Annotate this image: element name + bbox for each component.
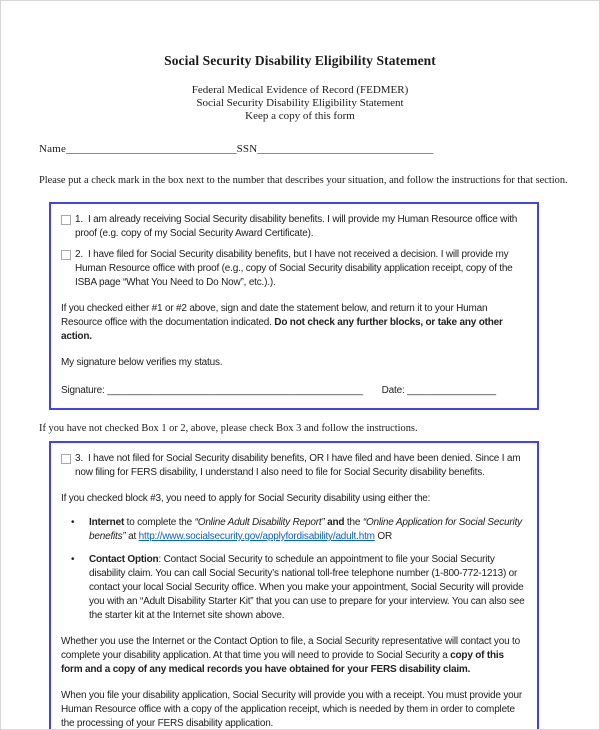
sign-and-date-paragraph <box>61 302 525 344</box>
sign-paragraph-bold: Do not check any further blocks, or take any other action. <box>61 317 503 342</box>
item-1-number: 1. <box>75 214 83 225</box>
receipt-paragraph: When you file your disability application, Social Security will provide you with a receipt. You must provide your Human Resource office with a copy of the application receipt, which is needed by them in order to complete the processing of your FERS disability application. <box>61 690 522 729</box>
checkbox-item-3 <box>61 452 525 480</box>
bullet-icon: • <box>71 517 75 528</box>
contact-option-text: : Contact Social Security to schedule an appointment to file your Social Security disability claim. You can call Social Security’s national toll-free telephone number (1-800-772-1213) or contact your local Social Security office. When you make your appointment, Social Security will provide you with an “Adult Disability Starter Kit” that you can use to prepare for your interview. You can also see the starter kit at the Internet site shown above. <box>89 554 525 621</box>
checkbox-3[interactable] <box>61 454 71 464</box>
name-label: Name <box>39 143 67 155</box>
checkbox-item-2 <box>61 248 525 290</box>
internet-option-text-3: at <box>125 531 139 542</box>
internet-option-and-bold: and <box>327 517 345 528</box>
contact-option-bold: Contact Option <box>89 554 159 565</box>
checkbox-item-3-text <box>75 452 525 480</box>
box3-instruction-note: If you have not checked Box 1 or 2, above, please check Box 3 and follow the instructions. <box>39 423 418 434</box>
whether-paragraph-bold: copy of this form and a copy of any medical records you have obtained for your FERS disability claim. <box>61 650 504 675</box>
internet-option-item <box>61 516 525 544</box>
internet-option-italic-1: “Online Adult Disability Report” <box>194 517 325 528</box>
sign-paragraph-regular: If you checked either #1 or #2 above, sign and date the statement below, and return it to your Human Resource office with the documentation indicated. <box>61 303 488 328</box>
section-box-1 <box>49 202 539 410</box>
whether-paragraph <box>61 635 525 677</box>
ssn-blank-line: ________________________________ <box>257 143 434 155</box>
apply-disability-link[interactable]: http://www.socialsecurity.gov/applyfordisability/adult.htm <box>138 531 375 542</box>
section-box-3 <box>49 441 539 730</box>
item-2-number: 2. <box>75 249 83 260</box>
name-blank-line: _______________________________ <box>66 143 237 155</box>
internet-option-or: OR <box>374 531 392 542</box>
whether-paragraph-regular: Whether you use the Internet or the Contact Option to file, a Social Security representative will contact you to complete your disability application. At that time you will need to provide to Social Security a <box>61 636 520 661</box>
internet-option-text: to complete the <box>124 517 195 528</box>
contact-option-item <box>61 553 525 623</box>
signature-label: Signature: <box>61 385 105 396</box>
internet-option-text-2: the <box>344 517 363 528</box>
subtitle-line-2: Social Security Disability Eligibility Statement <box>196 97 404 109</box>
item-1-text: I am already receiving Social Security disability benefits. I will provide my Human Resource office with proof (e.g. copy of my Social Security Award Certificate). <box>75 214 518 239</box>
subtitle-line-3: Keep a copy of this form <box>245 110 355 122</box>
block3-intro: If you checked block #3, you need to apply for Social Security disability using either the: <box>61 493 431 504</box>
item-2-text: I have filed for Social Security disability benefits, but I have not received a decision. I will provide my Human Resource office with proof (e.g., copy of Social Security disability application receipt, copy of the ISBA page “What You Need to Do Now”, etc.).). <box>75 249 513 288</box>
checkbox-item-1-text <box>75 213 525 241</box>
item-3-number: 3. <box>75 453 83 464</box>
subtitle-line-1: Federal Medical Evidence of Record (FEDMER) <box>191 84 409 96</box>
options-list <box>61 516 525 623</box>
instruction-text: Please put a check mark in the box next to the number that describes your situation, and follow the instructions for that section. <box>39 175 568 186</box>
internet-option-bold: Internet <box>89 517 125 528</box>
signature-row <box>61 384 525 398</box>
date-label: Date: <box>381 385 405 396</box>
checkbox-1[interactable] <box>61 215 71 225</box>
page-title: Social Security Disability Eligibility Statement <box>164 53 436 68</box>
internet-option-italic-2: “Online Application for Social Security benefits” <box>89 517 522 542</box>
verify-note: My signature below verifies my status. <box>61 357 223 368</box>
date-blank-line: ________________ <box>407 385 497 396</box>
item-3-text: I have not filed for Social Security disability benefits, OR I have filed and have been denied. Since I am now filing for FERS disability, I understand I also need to file for Social Security disability benefits. <box>75 453 521 478</box>
signature-blank-line: ______________________________________________ <box>107 385 364 396</box>
subtitle-block <box>1 84 599 123</box>
ssn-label: SSN <box>236 143 258 155</box>
checkbox-item-1 <box>61 213 525 241</box>
name-ssn-row <box>39 143 561 155</box>
checkbox-2[interactable] <box>61 250 71 260</box>
checkbox-item-2-text <box>75 248 525 290</box>
bullet-icon: • <box>71 554 75 565</box>
